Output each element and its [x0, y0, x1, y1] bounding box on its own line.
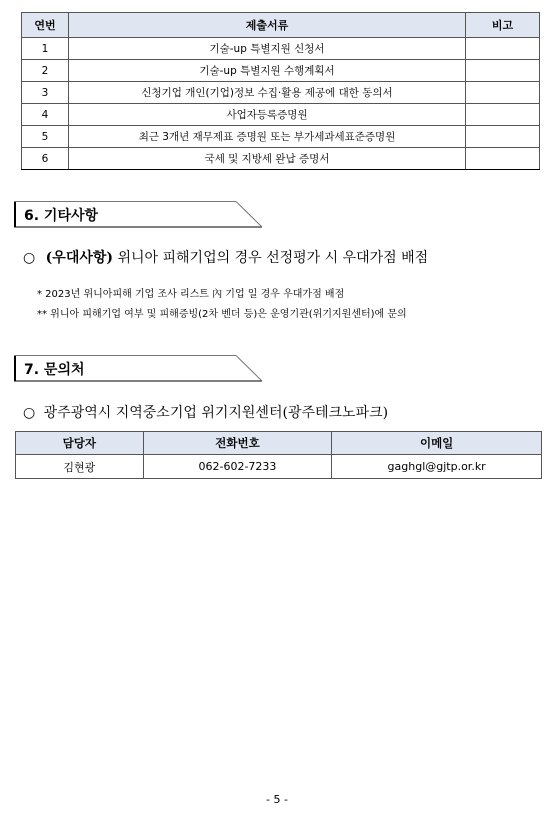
header-document: 제출서류 — [68, 13, 465, 38]
table-header-row — [22, 13, 540, 38]
row-note — [466, 148, 540, 170]
row-no: 1 — [22, 38, 69, 60]
section-6-heading — [14, 201, 248, 227]
bullet-circle: ○ — [23, 250, 36, 266]
contact-email: gaghgl@gjtp.or.kr — [332, 455, 542, 479]
contact-header-row — [16, 432, 542, 455]
table-row — [22, 126, 540, 148]
row-document: 국세 및 지방세 완납 증명서 — [68, 148, 465, 170]
table-row — [16, 455, 542, 479]
row-document: 사업자등록증명원 — [68, 104, 465, 126]
row-document: 기술-up 특별지원 신청서 — [68, 38, 465, 60]
row-document: 최근 3개년 재무제표 증명원 또는 부가세과세표준증명원 — [68, 126, 465, 148]
table-row — [22, 148, 540, 170]
section-7-paragraph — [23, 402, 388, 422]
header-person: 담당자 — [16, 432, 144, 455]
table-row — [22, 104, 540, 126]
contact-phone: 062-602-7233 — [143, 455, 332, 479]
row-note — [466, 82, 540, 104]
header-phone: 전화번호 — [143, 432, 332, 455]
row-note — [466, 38, 540, 60]
preference-label: (우대사항) — [45, 250, 114, 266]
header-email: 이메일 — [332, 432, 542, 455]
row-note — [466, 126, 540, 148]
row-note — [466, 104, 540, 126]
preference-text: 위니아 피해기업의 경우 선정평가 시 우대가점 배점 — [113, 250, 429, 266]
page-number: - 5 - — [266, 793, 288, 806]
row-no: 4 — [22, 104, 69, 126]
documents-table — [21, 12, 540, 170]
header-no: 연번 — [22, 13, 69, 38]
row-document: 기술-up 특별지원 수행계획서 — [68, 60, 465, 82]
row-note — [466, 60, 540, 82]
row-no: 3 — [22, 82, 69, 104]
table-row — [22, 38, 540, 60]
table-row — [22, 60, 540, 82]
table-row — [22, 82, 540, 104]
note-1: * 2023년 위니아피해 기업 조사 리스트 內 기업 일 경우 우대가점 배점 — [37, 289, 345, 300]
section-6-paragraph — [23, 247, 428, 267]
note-2: ** 위니아 피해기업 여부 및 피해증빙(2차 벤더 등)은 운영기관(위기지원센터)에 문의 — [37, 309, 407, 320]
contact-person: 김현광 — [16, 455, 144, 479]
section-7-heading — [14, 355, 248, 381]
section-6-title: 6. 기타사항 — [24, 208, 99, 224]
row-no: 2 — [22, 60, 69, 82]
row-document: 신청기업 개인(기업)정보 수집·활용 제공에 대한 동의서 — [68, 82, 465, 104]
header-note: 비고 — [466, 13, 540, 38]
row-no: 6 — [22, 148, 69, 170]
bullet-circle: ○ — [23, 405, 36, 421]
contact-table — [15, 431, 542, 479]
contact-org-text: 광주광역시 지역중소기업 위기지원센터(광주테크노파크) — [39, 405, 389, 421]
row-no: 5 — [22, 126, 69, 148]
section-7-title: 7. 문의처 — [24, 362, 85, 378]
